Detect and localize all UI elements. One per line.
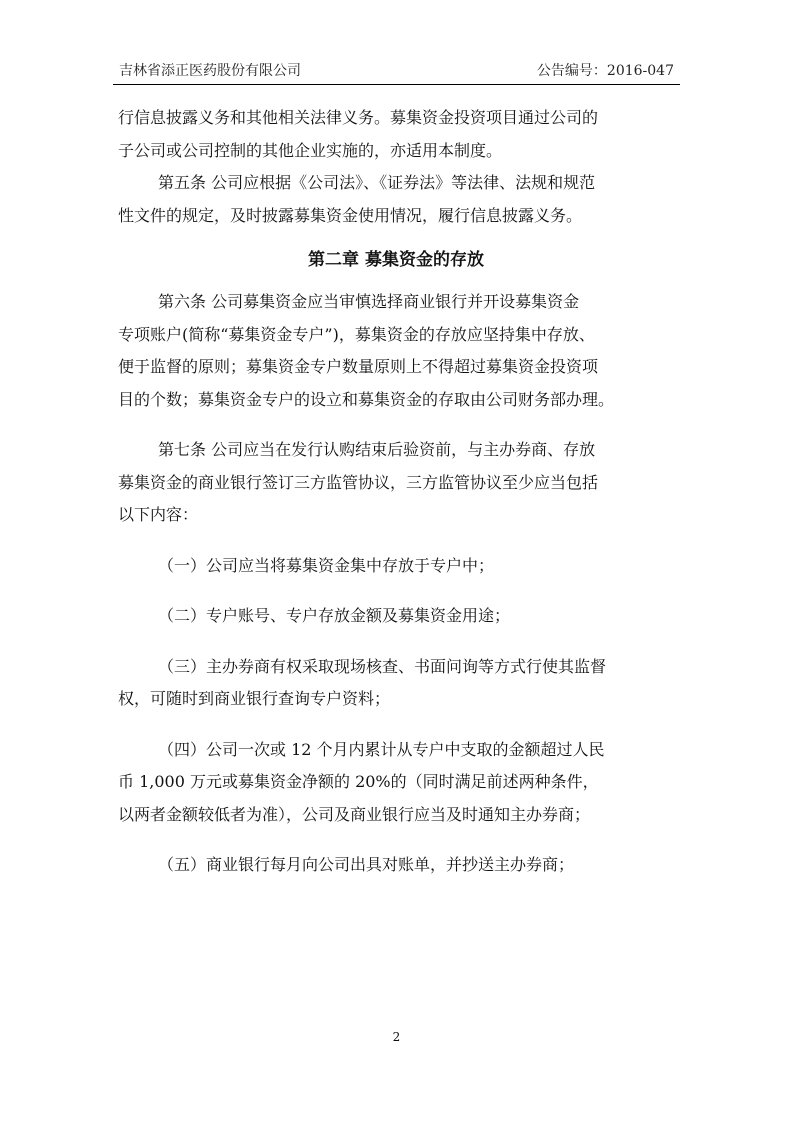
article-6-line: 专项账户(简称“募集资金专户”)，募集资金的存放应坚持集中存放、 (118, 324, 595, 344)
article-6-line: 第六条 公司募集资金应当审慎选择商业银行并开设募集资金 (158, 292, 580, 311)
item-4-line: 以两者金额较低者为准），公司及商业银行应当及时通知主办券商； (118, 804, 591, 824)
article-6-line: 目的个数；募集资金专户的设立和募集资金的存取由公司财务部办理。 (118, 389, 615, 409)
item-3-line: 权，可随时到商业银行查询专户资料； (118, 689, 391, 708)
paragraph-line: 子公司或公司控制的其他企业实施的，亦适用本制度。 (118, 140, 503, 160)
item-3-line: （三）主办券商有权采取现场核查、书面问询等方式行使其监督 (158, 656, 607, 676)
document-body (118, 102, 674, 882)
article-6-line: 便于监督的原则；募集资金专户数量原则上不得超过募集资金投资项 (118, 357, 599, 376)
paragraph-line: 行信息披露义务和其他相关法律义务。募集资金投资项目通过公司的 (118, 108, 599, 127)
chapter-title: 第二章 募集资金的存放 (308, 250, 484, 270)
item-5: （五）商业银行每月向公司出具对账单，并抄送主办券商； (158, 855, 575, 874)
item-4-line: 币 1,000 万元或募集资金净额的 20%的（同时满足前述两种条件， (118, 772, 599, 791)
page-number: 2 (392, 1030, 401, 1044)
item-2: （二）专户账号、专户存放金额及募集资金用途； (158, 606, 511, 625)
article-7-line: 募集资金的商业银行签订三方监管协议，三方监管协议至少应当包括 (118, 472, 599, 492)
notice-number: 公告编号：2016-047 (536, 63, 674, 79)
page-header (113, 58, 680, 82)
article-5-line: 性文件的规定，及时披露募集资金使用情况，履行信息披露义务。 (118, 205, 583, 225)
header-rule (113, 84, 680, 85)
article-7-line: 第七条 公司应当在发行认购结束后验资前，与主办券商、存放 (158, 440, 596, 459)
article-5-line: 第五条 公司应根据《公司法》、《证券法》等法律、法规和规范 (158, 173, 596, 192)
item-1: （一）公司应当将募集资金集中存放于专户中； (158, 555, 495, 575)
item-4-line: （四）公司一次或 12 个月内累计从专户中支取的金额超过人民 (158, 739, 605, 759)
company-name: 吉林省添正医药股份有限公司 (119, 63, 301, 79)
article-7-line: 以下内容： (118, 505, 199, 524)
